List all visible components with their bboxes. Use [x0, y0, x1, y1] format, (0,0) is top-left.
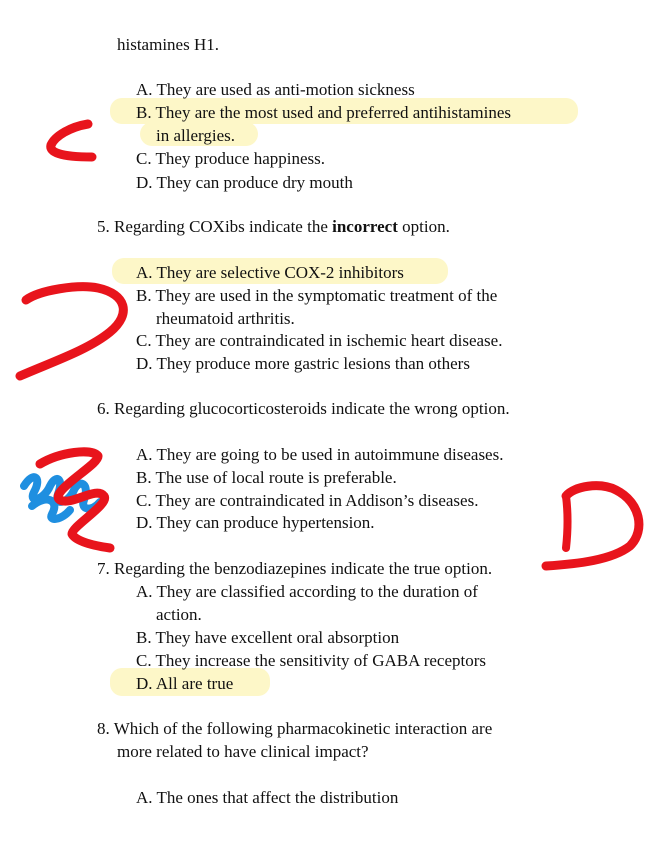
q8-option-a: A. The ones that affect the distribution — [136, 788, 399, 807]
q4-option-b-cont: in allergies. — [156, 126, 235, 145]
q4-option-c: C. They produce happiness. — [136, 149, 326, 168]
q5-option-d: D. They produce more gastric lesions than others — [136, 354, 470, 373]
q5-stem-post: option. — [397, 217, 450, 236]
ink-mark-d-q6 — [546, 486, 639, 566]
q8-stem-line2: more related to have clinical impact? — [117, 742, 369, 761]
q6-option-a: A. They are going to be used in autoimmune diseases. — [136, 445, 504, 464]
question-fragment: histamines H1. — [117, 35, 219, 54]
q7-option-b: B. They have excellent oral absorption — [136, 628, 400, 647]
q7-option-c: C. They increase the sensitivity of GABA receptors — [136, 651, 486, 670]
q6-option-d: D. They can produce hypertension. — [136, 513, 375, 532]
q4-option-b: B. They are the most used and preferred antihistamines — [136, 103, 511, 122]
q8-stem-line1: 8. Which of the following pharmacokinetic interaction are — [97, 719, 493, 738]
ink-mark-c — [51, 124, 92, 157]
q6-stem: 6. Regarding glucocorticosteroids indicate the wrong option. — [97, 399, 510, 418]
q6-option-b: B. The use of local route is preferable. — [136, 468, 397, 487]
q5-option-b-cont: rheumatoid arthritis. — [156, 309, 295, 328]
q5-option-a: A. They are selective COX-2 inhibitors — [136, 263, 404, 282]
q7-option-a-cont: action. — [156, 605, 202, 624]
q5-stem-bold: incorrect — [332, 217, 398, 236]
q7-stem: 7. Regarding the benzodiazepines indicate the true option. — [97, 559, 493, 578]
q7-option-d: D. All are true — [136, 674, 234, 693]
ink-mark-d-q6-stem — [566, 496, 568, 548]
q5-stem-pre: 5. Regarding COXibs indicate the — [97, 217, 333, 236]
q5-option-c: C. They are contraindicated in ischemic heart disease. — [136, 331, 503, 350]
q5-option-b: B. They are used in the symptomatic treatment of the — [136, 286, 498, 305]
q4-option-d: D. They can produce dry mouth — [136, 173, 353, 192]
ink-mark-d-q5 — [20, 287, 123, 376]
q4-option-a: A. They are used as anti-motion sickness — [136, 80, 415, 99]
q6-option-c: C. They are contraindicated in Addison’s diseases. — [136, 491, 479, 510]
q7-option-a: A. They are classified according to the duration of — [136, 582, 478, 601]
